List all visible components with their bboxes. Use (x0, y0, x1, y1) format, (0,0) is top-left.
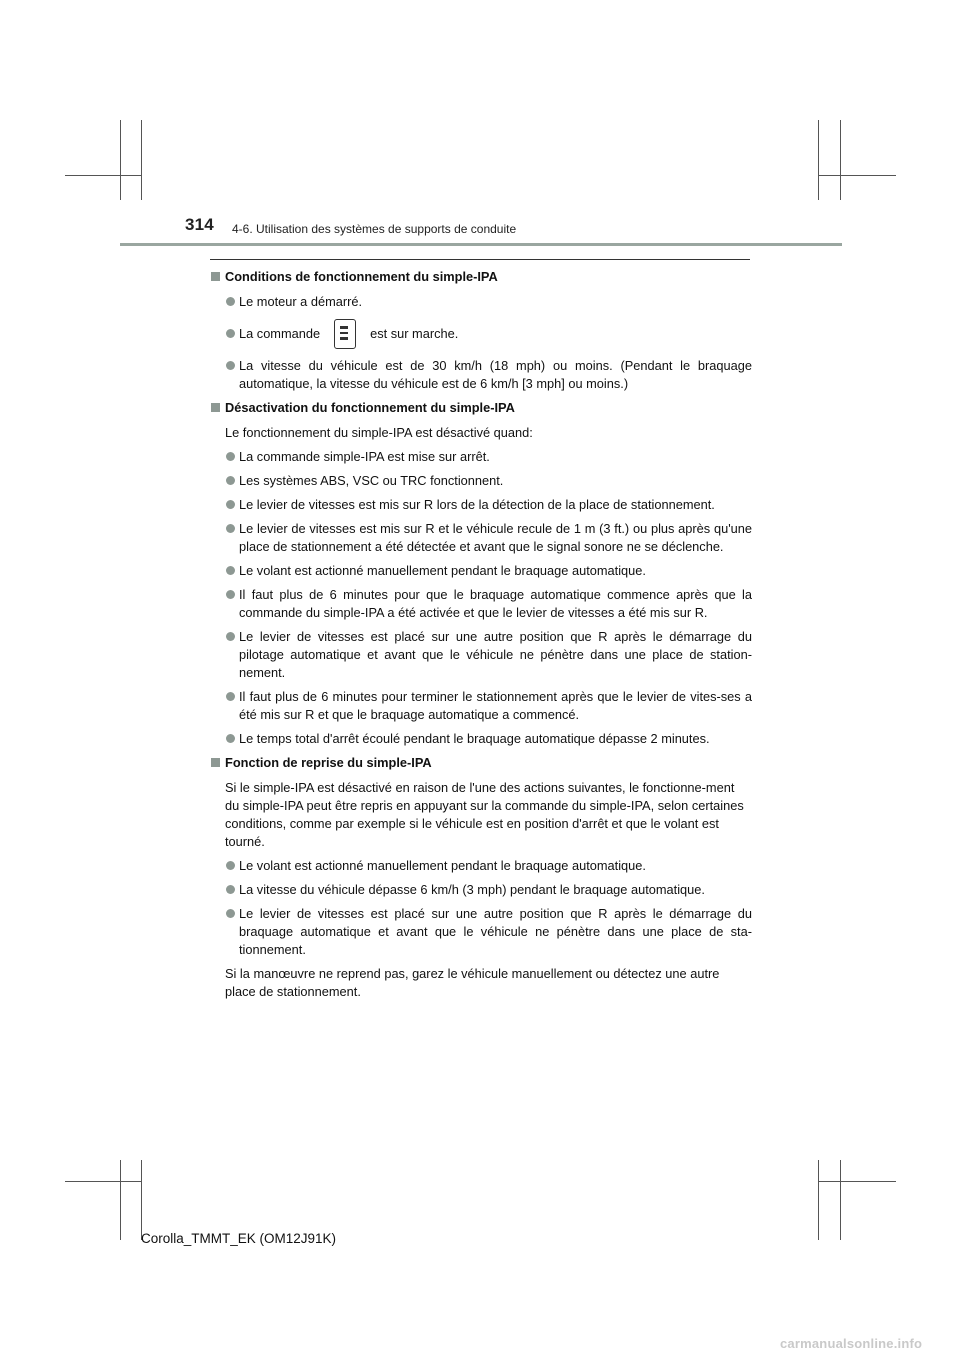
round-bullet-icon (226, 692, 235, 701)
round-bullet-icon (226, 476, 235, 485)
page-number: 314 (185, 215, 214, 234)
crop-mark (65, 1181, 141, 1182)
square-bullet-icon (211, 272, 220, 281)
crop-mark (120, 1160, 121, 1240)
round-bullet-icon (226, 632, 235, 641)
watermark: carmanualsonline.info (780, 1336, 923, 1351)
list-item: Le levier de vitesses est mis sur R lors de la détection de la place de stationnement. (210, 496, 752, 514)
round-bullet-icon (226, 452, 235, 461)
crop-mark (818, 1181, 896, 1182)
round-bullet-icon (226, 361, 235, 370)
section-heading: Fonction de reprise du simple-IPA (210, 754, 752, 772)
list-item: Les systèmes ABS, VSC ou TRC fonctionnent. (210, 472, 752, 490)
crop-mark (818, 1160, 819, 1240)
crop-mark (65, 175, 141, 176)
round-bullet-icon (226, 297, 235, 306)
crop-mark (840, 1160, 841, 1240)
square-bullet-icon (211, 758, 220, 767)
list-item: Le levier de vitesses est placé sur une autre position que R après le démarrage du pilotage automatique et avant que le véhicule ne pénètre dans une place de station-nement. (210, 628, 752, 682)
page-content (210, 268, 752, 1007)
list-item: Le moteur a démarré. (210, 293, 752, 311)
list-item: Le levier de vitesses est placé sur une autre position que R après le démarrage du braquage automatique et avant que le véhicule ne pénètre dans une place de sta-tionnement. (210, 905, 752, 959)
list-item: Le volant est actionné manuellement pendant le braquage automatique. (210, 562, 752, 580)
crop-mark (141, 120, 142, 200)
section-outro: Si la manœuvre ne reprend pas, garez le véhicule manuellement ou détectez une autre place de stationnement. (225, 966, 720, 999)
crop-mark (141, 1160, 142, 1240)
section-title: 4-6. Utilisation des systèmes de supports de conduite (232, 222, 517, 236)
round-bullet-icon (226, 885, 235, 894)
list-item: Le temps total d'arrêt écoulé pendant le braquage automatique dépasse 2 minutes. (210, 730, 752, 748)
list-item: Il faut plus de 6 minutes pour que le braquage automatique commence après que la commande du simple-IPA a été activée et que le levier de vitesses a été mis sur R. (210, 586, 752, 622)
round-bullet-icon (226, 861, 235, 870)
header-rule (120, 243, 842, 246)
list-item: La commande est sur marche. (210, 317, 752, 351)
round-bullet-icon (226, 500, 235, 509)
list-item: La vitesse du véhicule est de 30 km/h (18 mph) ou moins. (Pendant le braquage automatique, la vitesse du véhicule est de 6 km/h [3 mph] ou moins.) (210, 357, 752, 393)
section-intro: Si le simple-IPA est désactivé en raison de l'une des actions suivantes, le fonctionne-ment du simple-IPA peut être repris en appuyant sur la commande du simple-IPA, selon certaines conditions, comme par exemple si le véhicule est en position d'arrêt et que le volant est tourné. (225, 780, 744, 849)
list-item: Il faut plus de 6 minutes pour terminer le stationnement après que le levier de vites-ses a été mis sur R et que le braquage automatique a commencé. (210, 688, 752, 724)
list-item: La commande simple-IPA est mise sur arrêt. (210, 448, 752, 466)
round-bullet-icon (226, 590, 235, 599)
content-divider (210, 259, 750, 260)
round-bullet-icon (226, 909, 235, 918)
square-bullet-icon (211, 403, 220, 412)
crop-mark (120, 120, 121, 200)
crop-mark (818, 120, 819, 200)
section-heading: Conditions de fonctionnement du simple-IPA (210, 268, 752, 286)
round-bullet-icon (226, 566, 235, 575)
section-intro: Le fonctionnement du simple-IPA est désactivé quand: (225, 425, 533, 440)
crop-mark (840, 120, 841, 200)
document-footer: Corolla_TMMT_EK (OM12J91K) (141, 1231, 337, 1246)
round-bullet-icon (226, 734, 235, 743)
list-item: Le levier de vitesses est mis sur R et le véhicule recule de 1 m (3 ft.) ou plus après qu'une place de stationnement a été détectée et avant que le signal sonore ne se déclenche. (210, 520, 752, 556)
round-bullet-icon (226, 329, 235, 338)
crop-mark (818, 175, 896, 176)
list-item: Le volant est actionné manuellement pendant le braquage automatique. (210, 857, 752, 875)
list-item: La vitesse du véhicule dépasse 6 km/h (3 mph) pendant le braquage automatique. (210, 881, 752, 899)
simple-ipa-switch-icon (334, 319, 356, 349)
round-bullet-icon (226, 524, 235, 533)
section-heading: Désactivation du fonctionnement du simple-IPA (210, 399, 752, 417)
